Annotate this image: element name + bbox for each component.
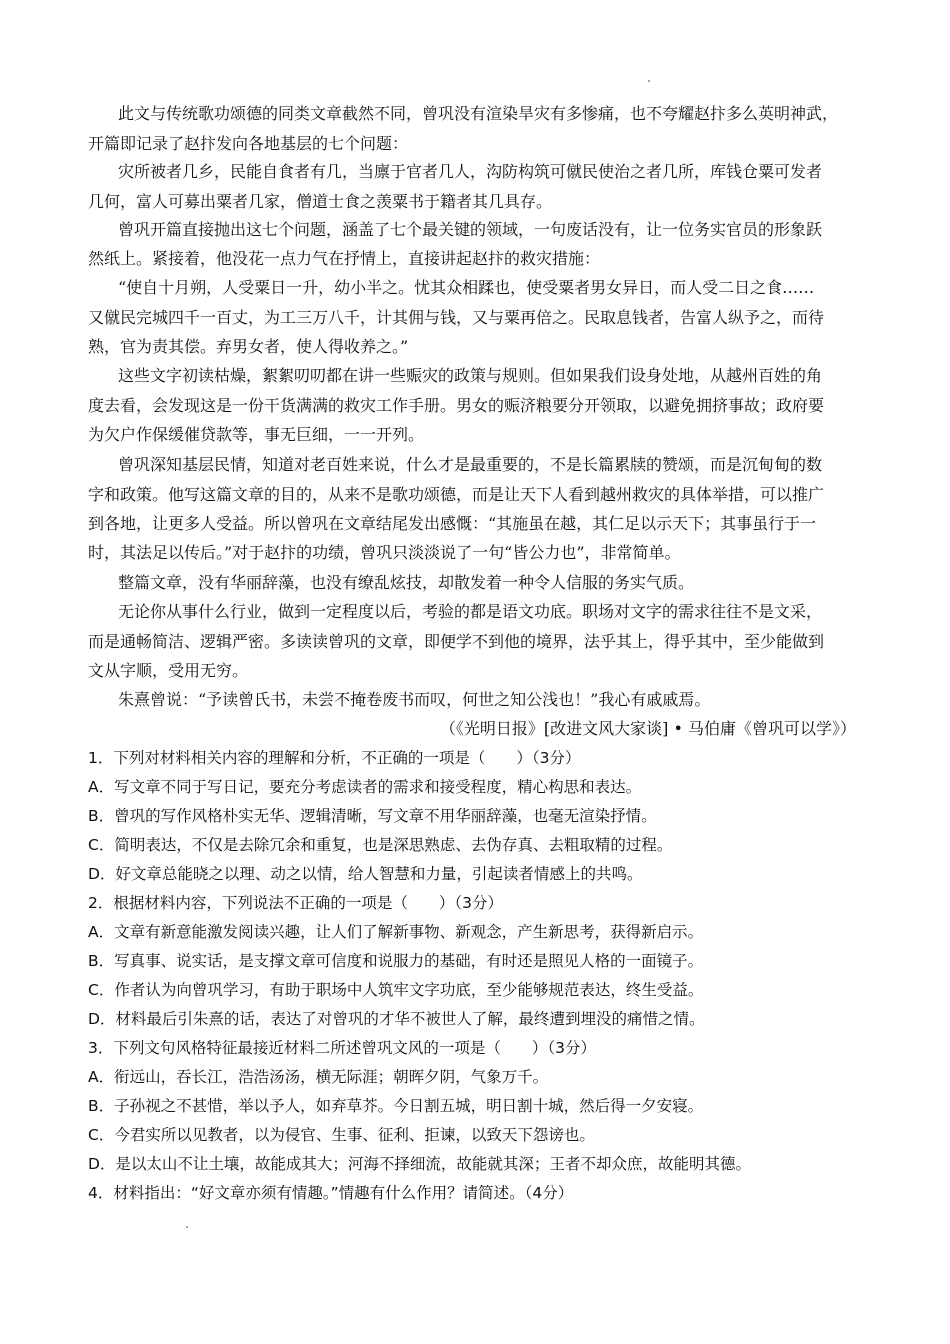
question-1-option-b: B．曾巩的写作风格朴实无华、逻辑清晰，写文章不用华丽辞藻，也毫无渲染抒情。 (88, 807, 657, 825)
source-citation: （《光明日报》[改进文风大家谈] • 马伯庸《曾巩可以学》） (439, 719, 856, 738)
paragraph-6-line: 到各地，让更多人受益。所以曾巩在文章结尾发出感慨：“其施虽在越，其仁足以示天下；其事虽行于一 (88, 514, 817, 533)
scan-dot (648, 80, 650, 82)
paragraph-8-line: 文从字顺，受用无穷。 (88, 661, 249, 680)
question-2-option-c: C．作者认为向曾巩学习，有助于职场中人筑牢文字功底，至少能够规范表达，终生受益。 (88, 981, 704, 999)
paragraph-6-line: 时，其法足以传后。”对于赵抃的功绩，曾巩只淡淡说了一句“皆公力也”，非常简单。 (88, 543, 681, 562)
question-3-option-a: A．衔远山，吞长江，浩浩汤汤，横无际涯；朝晖夕阴，气象万千。 (88, 1068, 549, 1086)
paragraph-1-line: 开篇即记录了赵抃发向各地基层的七个问题： (88, 134, 409, 153)
paragraph-3-line: 曾巩开篇直接抛出这七个问题，涵盖了七个最关键的领域，一句废话没有，让一位务实官员的形象跃 (118, 220, 823, 239)
paragraph-6-line: 曾巩深知基层民情，知道对老百姓来说，什么才是最重要的，不是长篇累牍的赞颂，而是沉甸甸的数 (118, 455, 823, 474)
paragraph-1-line: 此文与传统歌功颂德的同类文章截然不同，曾巩没有渲染旱灾有多惨痛，也不夸耀赵抃多么英明神武， (118, 104, 839, 123)
question-1-stem: 1．下列对材料相关内容的理解和分析，不正确的一项是（ ）（3分） (88, 749, 581, 767)
paragraph-6-line: 字和政策。他写这篇文章的目的，从来不是歌功颂德，而是让天下人看到越州救灾的具体举措，可以推广 (88, 485, 825, 504)
quotation-line: 熟，官为责其偿。弃男女者，使人得收养之。” (88, 337, 409, 356)
paragraph-5-line: 这些文字初读枯燥，絮絮叨叨都在讲一些赈灾的政策与规则。但如果我们设身处地，从越州百姓的角 (118, 366, 823, 385)
paragraph-7-line: 整篇文章，没有华丽辞藻，也没有缭乱炫技，却散发着一种令人信服的务实气质。 (118, 573, 695, 592)
question-2-option-a: A．文章有新意能激发阅读兴趣，让人们了解新事物、新观念，产生新思考，获得新启示。 (88, 923, 704, 941)
question-4-stem: 4．材料指出：“好文章亦须有情趣。”情趣有什么作用？请简述。（4分） (88, 1184, 574, 1202)
question-3-stem: 3．下列文句风格特征最接近材料二所述曾巩文风的一项是（ ）（3分） (88, 1039, 596, 1057)
paragraph-3-line: 然纸上。紧接着，他没花一点力气在抒情上，直接讲起赵抃的救灾措施： (88, 249, 601, 268)
scan-dot (186, 1226, 188, 1228)
question-1-option-d: D．好文章总能晓之以理、动之以情，给人智慧和力量，引起读者情感上的共鸣。 (88, 865, 643, 883)
question-1-option-a: A．写文章不同于写日记，要充分考虑读者的需求和接受程度，精心构思和表达。 (88, 778, 642, 796)
paragraph-5-line: 度去看，会发现这是一份干货满满的救灾工作手册。男女的赈济粮要分开领取，以避免拥挤事故；政府要 (88, 396, 825, 415)
question-2-stem: 2．根据材料内容，下列说法不正确的一项是（ ）（3分） (88, 894, 503, 912)
paragraph-8-line: 无论你从事什么行业，做到一定程度以后，考验的都是语文功底。职场对文字的需求往往不是文采， (118, 602, 823, 621)
paragraph-9-line: 朱熹曾说：“予读曾氏书，未尝不掩卷废书而叹，何世之知公浅也！”我心有戚戚焉。 (118, 690, 711, 709)
quoted-questions-line: 几何，富人可募出粟者几家，僧道士食之羡粟书于籍者其几具存。 (88, 192, 553, 211)
question-2-option-d: D．材料最后引朱熹的话，表达了对曾巩的才华不被世人了解，最终遭到埋没的痛惜之情。 (88, 1010, 705, 1028)
paragraph-8-line: 而是通畅简洁、逻辑严密。多读读曾巩的文章，即便学不到他的境界，法乎其上，得乎其中，至少能做到 (88, 632, 825, 651)
quotation-line: 又僦民完城四千一百丈，为工三万八千，计其佣与钱，又与粟再倍之。民取息钱者，告富人纵予之，而待 (88, 308, 825, 327)
question-3-option-c: C．今君实所以见教者，以为侵官、生事、征利、拒谏，以致天下怨谤也。 (88, 1126, 595, 1144)
quoted-questions-line: 灾所被者几乡，民能自食者有几，当廪于官者几人，沟防构筑可僦民使治之者几所，库钱仓粟可发者 (118, 162, 823, 181)
question-2-option-b: B．写真事、说实话，是支撑文章可信度和说服力的基础，有时还是照见人格的一面镜子。 (88, 952, 704, 970)
quotation-line: “使自十月朔，人受粟日一升，幼小半之。忧其众相蹂也，使受粟者男女异日，而人受二日之食…… (118, 278, 815, 297)
question-1-option-c: C．简明表达，不仅是去除冗余和重复，也是深思熟虑、去伪存真、去粗取精的过程。 (88, 836, 673, 854)
paragraph-5-line: 为欠户作保缓催贷款等，事无巨细，一一开列。 (88, 425, 425, 444)
question-3-option-b: B．子孙视之不甚惜，举以予人，如弃草芥。今日割五城，明日割十城，然后得一夕安寝。 (88, 1097, 704, 1115)
question-3-option-d: D．是以太山不让土壤，故能成其大；河海不择细流，故能就其深；王者不却众庶，故能明其德。 (88, 1155, 751, 1173)
